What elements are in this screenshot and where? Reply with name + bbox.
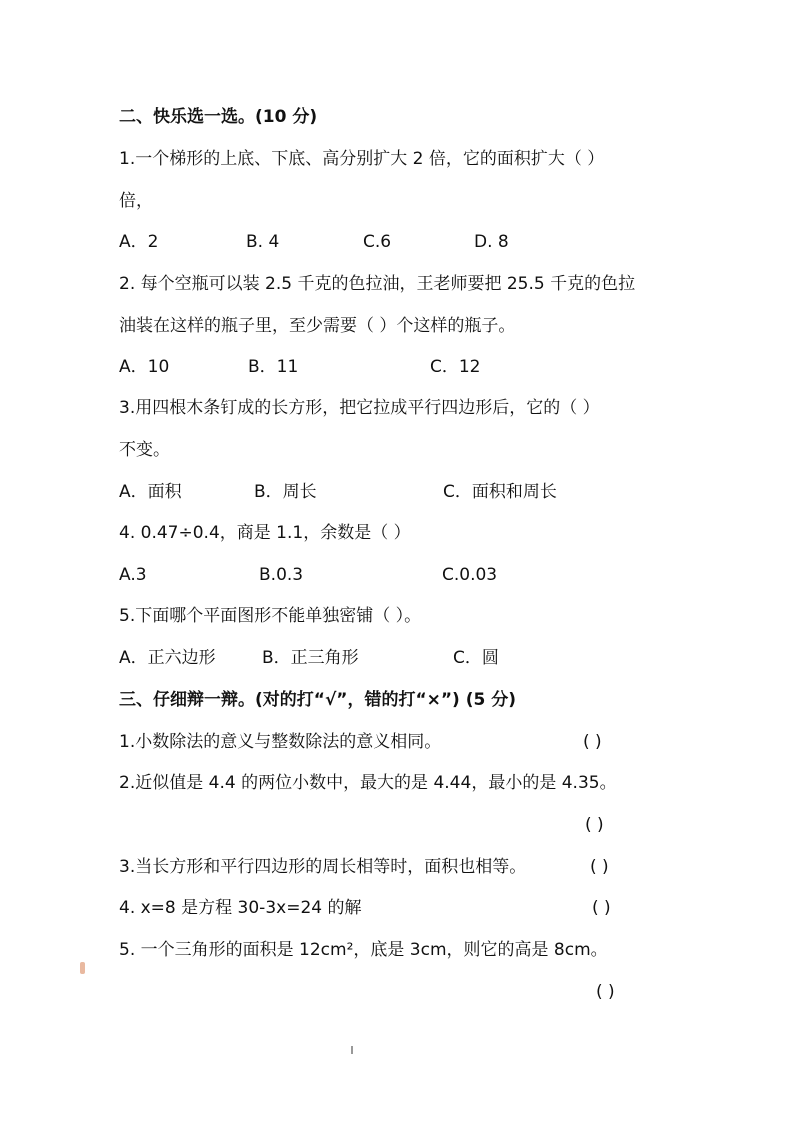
q2-option-b: B．11	[248, 357, 299, 377]
judge-item-2-answer-blank: ( )	[585, 815, 604, 835]
q5-option-c: C．圆	[453, 648, 499, 668]
q3-text-line1: 3.用四根木条钉成的长方形，把它拉成平行四边形后，它的（ ）	[119, 398, 600, 418]
judge-item-1-text: 1.小数除法的意义与整数除法的意义相同。	[119, 732, 442, 752]
judge-item-2-text: 2.近似值是 4.4 的两位小数中，最大的是 4.44，最小的是 4.35。	[119, 773, 617, 793]
q1-option-a: A．2	[119, 232, 159, 252]
judge-item-5-answer-blank: ( )	[596, 982, 615, 1002]
q2-option-c: C．12	[430, 357, 481, 377]
q1-text-line1: 1.一个梯形的上底、下底、高分别扩大 2 倍，它的面积扩大（ ）	[119, 149, 605, 169]
section3-heading: 三、仔细辩一辩。(对的打“√”，错的打“×”) (5 分)	[119, 690, 517, 710]
q1-option-d: D. 8	[474, 232, 509, 252]
judge-item-5-text: 5. 一个三角形的面积是 12cm²，底是 3cm，则它的高是 8cm。	[119, 940, 608, 960]
q2-text-line1: 2. 每个空瓶可以装 2.5 千克的色拉油，王老师要把 25.5 千克的色拉	[119, 274, 636, 294]
q2-text-line2: 油装在这样的瓶子里，至少需要（ ）个这样的瓶子。	[119, 316, 516, 336]
q1-option-b: B. 4	[246, 232, 280, 252]
q3-option-b: B．周长	[254, 482, 317, 502]
section2-heading: 二、快乐选一选。(10 分)	[119, 107, 318, 127]
q3-text-line2: 不变。	[119, 440, 170, 460]
q4-option-b: B.0.3	[259, 565, 304, 585]
q3-option-c: C．面积和周长	[443, 482, 557, 502]
judge-item-4-text: 4. x=8 是方程 30-3x=24 的解	[119, 898, 362, 918]
q4-option-c: C.0.03	[442, 565, 498, 585]
q1-option-c: C.6	[363, 232, 392, 252]
q2-option-a: A．10	[119, 357, 170, 377]
q4-text-line1: 4. 0.47÷0.4，商是 1.1，余数是（ ）	[119, 523, 411, 543]
scan-mark	[80, 962, 85, 974]
judge-item-4-answer-blank: ( )	[592, 898, 611, 918]
q4-option-a: A.3	[119, 565, 147, 585]
q1-text-line2: 倍，	[119, 191, 153, 211]
q5-option-a: A．正六边形	[119, 648, 216, 668]
scan-speck	[351, 1046, 353, 1054]
judge-item-3-answer-blank: ( )	[590, 857, 609, 877]
judge-item-1-answer-blank: ( )	[583, 732, 602, 752]
q5-text-line1: 5.下面哪个平面图形不能单独密铺（ ）。	[119, 606, 422, 626]
judge-item-3-text: 3.当长方形和平行四边形的周长相等时，面积也相等。	[119, 857, 527, 877]
q5-option-b: B．正三角形	[262, 648, 359, 668]
q3-option-a: A．面积	[119, 482, 182, 502]
